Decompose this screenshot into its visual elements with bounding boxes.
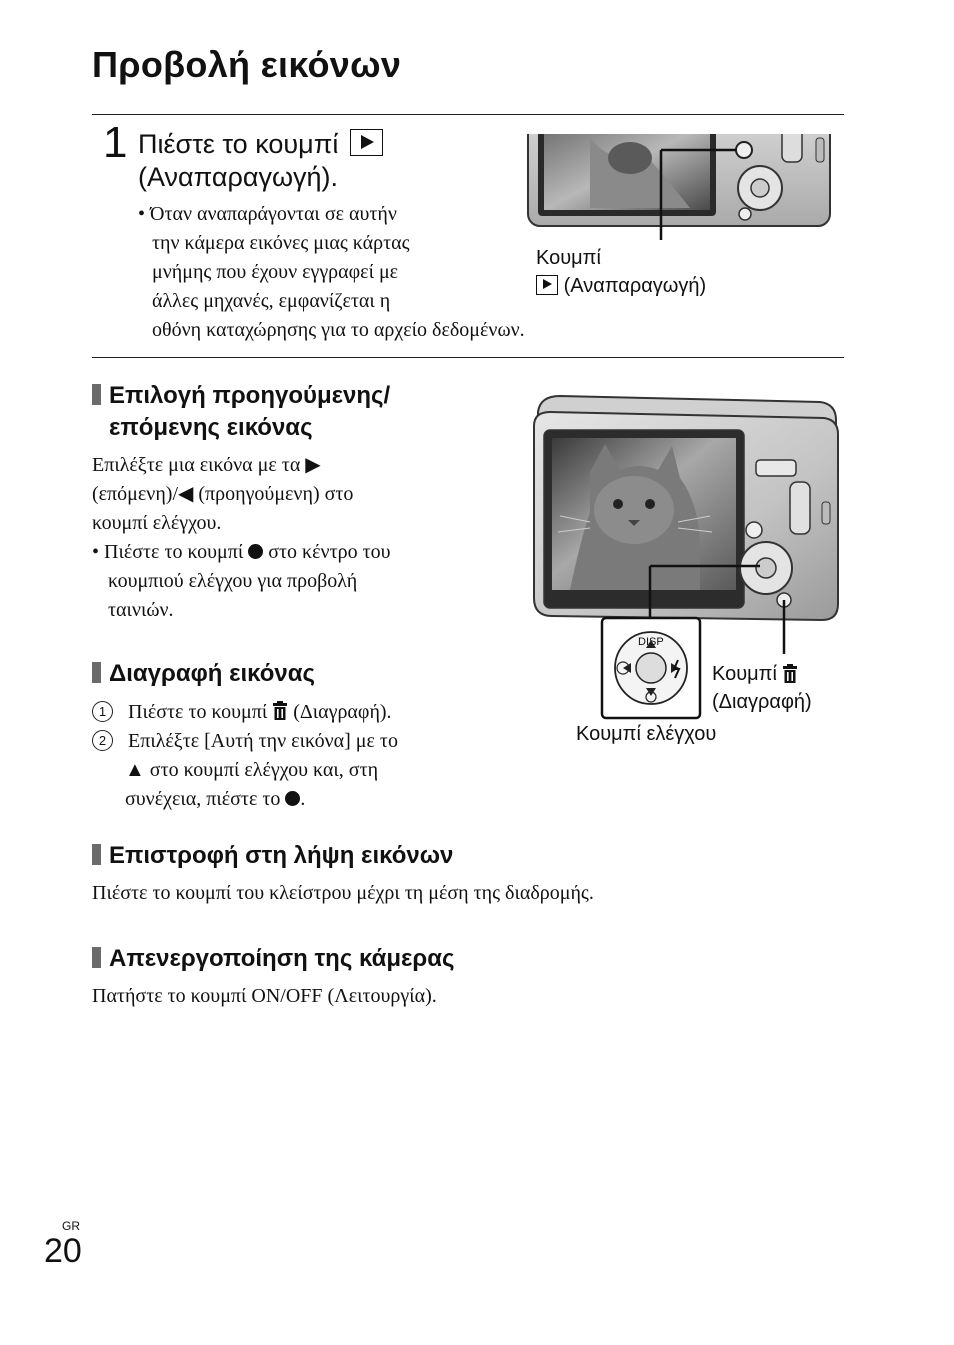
camera-back-partial-illustration bbox=[520, 128, 840, 243]
text-line: συνέχεια, πιέστε το bbox=[125, 788, 281, 810]
control-button-caption: Κουμπί ελέγχου bbox=[576, 723, 717, 745]
step1-instruction bbox=[138, 128, 383, 194]
top-divider bbox=[92, 114, 844, 115]
center-dot-icon bbox=[248, 544, 263, 559]
select-paragraph bbox=[92, 451, 391, 625]
step1-line1: Πιέστε το κουμπί bbox=[138, 129, 339, 159]
section-marker bbox=[92, 384, 101, 405]
text-line: ταινιών. bbox=[108, 599, 174, 621]
text-line: (επόμενη)/◀ (προηγούμενη) στο bbox=[92, 483, 354, 505]
step-number: 1 bbox=[103, 118, 128, 167]
section-marker bbox=[92, 844, 101, 865]
text-line: • Πιέστε το κουμπί bbox=[92, 541, 244, 563]
text-line: Επιλέξτε μια εικόνα με τα ▶ bbox=[92, 454, 321, 476]
text-line: στο κέντρο του bbox=[268, 541, 391, 563]
step-circle-number: 2 bbox=[92, 730, 113, 751]
step1-line2: (Αναπαραγωγή). bbox=[138, 162, 339, 192]
step-circle-number: 1 bbox=[92, 701, 113, 722]
disp-label: DISP bbox=[638, 636, 664, 648]
heading-text: Επιστροφή στη λήψη εικόνων bbox=[109, 842, 454, 869]
delete-button-callout bbox=[712, 660, 812, 716]
callout-line1: Κουμπί bbox=[536, 247, 601, 269]
heading-text: Απενεργοποίηση της κάμερας bbox=[109, 945, 455, 972]
note-line: οθόνη καταχώρησης για το αρχείο δεδομένων. bbox=[152, 319, 525, 341]
section-heading-power bbox=[92, 943, 454, 975]
delete-steps bbox=[92, 698, 398, 814]
heading-line1: Επιλογή προηγούμενης/ bbox=[109, 382, 391, 409]
text-period: . bbox=[300, 788, 306, 810]
callout-line2: (Διαγραφή) bbox=[712, 691, 812, 713]
trash-icon bbox=[782, 664, 798, 684]
play-button-callout bbox=[536, 244, 706, 300]
text-line: Επιλέξτε [Αυτή την εικόνα] με το bbox=[128, 730, 398, 752]
heading-text: Διαγραφή εικόνας bbox=[109, 660, 316, 687]
text-line: (Διαγραφή). bbox=[293, 701, 392, 723]
text-line: Πιέστε το κουμπί bbox=[128, 701, 268, 723]
text-line: ▲ στο κουμπί ελέγχου και, στη bbox=[125, 759, 379, 781]
page-number: 20 bbox=[44, 1232, 82, 1270]
section-heading-delete bbox=[92, 658, 315, 690]
note-line: άλλες μηχανές, εμφανίζεται η bbox=[152, 290, 391, 312]
section-heading-return bbox=[92, 840, 453, 872]
play-icon bbox=[350, 129, 383, 156]
language-code: GR bbox=[62, 1219, 80, 1233]
callout-line1: Κουμπί bbox=[712, 663, 777, 685]
step1-note bbox=[138, 200, 525, 345]
note-line: • Όταν αναπαράγονται σε αυτήν bbox=[138, 203, 397, 225]
play-icon bbox=[536, 275, 558, 295]
center-dot-icon bbox=[285, 791, 300, 806]
return-text: Πιέστε το κουμπί του κλείστρου μέχρι τη μέση της διαδρομής. bbox=[92, 882, 594, 904]
section-marker bbox=[92, 662, 101, 683]
text-line: κουμπί ελέγχου. bbox=[92, 512, 222, 534]
note-line: την κάμερα εικόνες μιας κάρτας bbox=[152, 232, 410, 254]
section-marker bbox=[92, 947, 101, 968]
mid-divider bbox=[92, 357, 844, 358]
callout-line2: (Αναπαραγωγή) bbox=[563, 275, 707, 297]
note-line: μνήμης που έχουν εγγραφεί με bbox=[152, 261, 399, 283]
page-title: Προβολή εικόνων bbox=[92, 44, 402, 85]
heading-line2: επόμενης εικόνας bbox=[109, 414, 313, 441]
trash-icon bbox=[272, 701, 288, 721]
control-wheel-icon bbox=[615, 632, 687, 704]
section-heading-select bbox=[92, 380, 390, 444]
power-text: Πατήστε το κουμπί ON/OFF (Λειτουργία). bbox=[92, 985, 437, 1007]
text-line: κουμπιού ελέγχου για προβολή bbox=[108, 570, 358, 592]
